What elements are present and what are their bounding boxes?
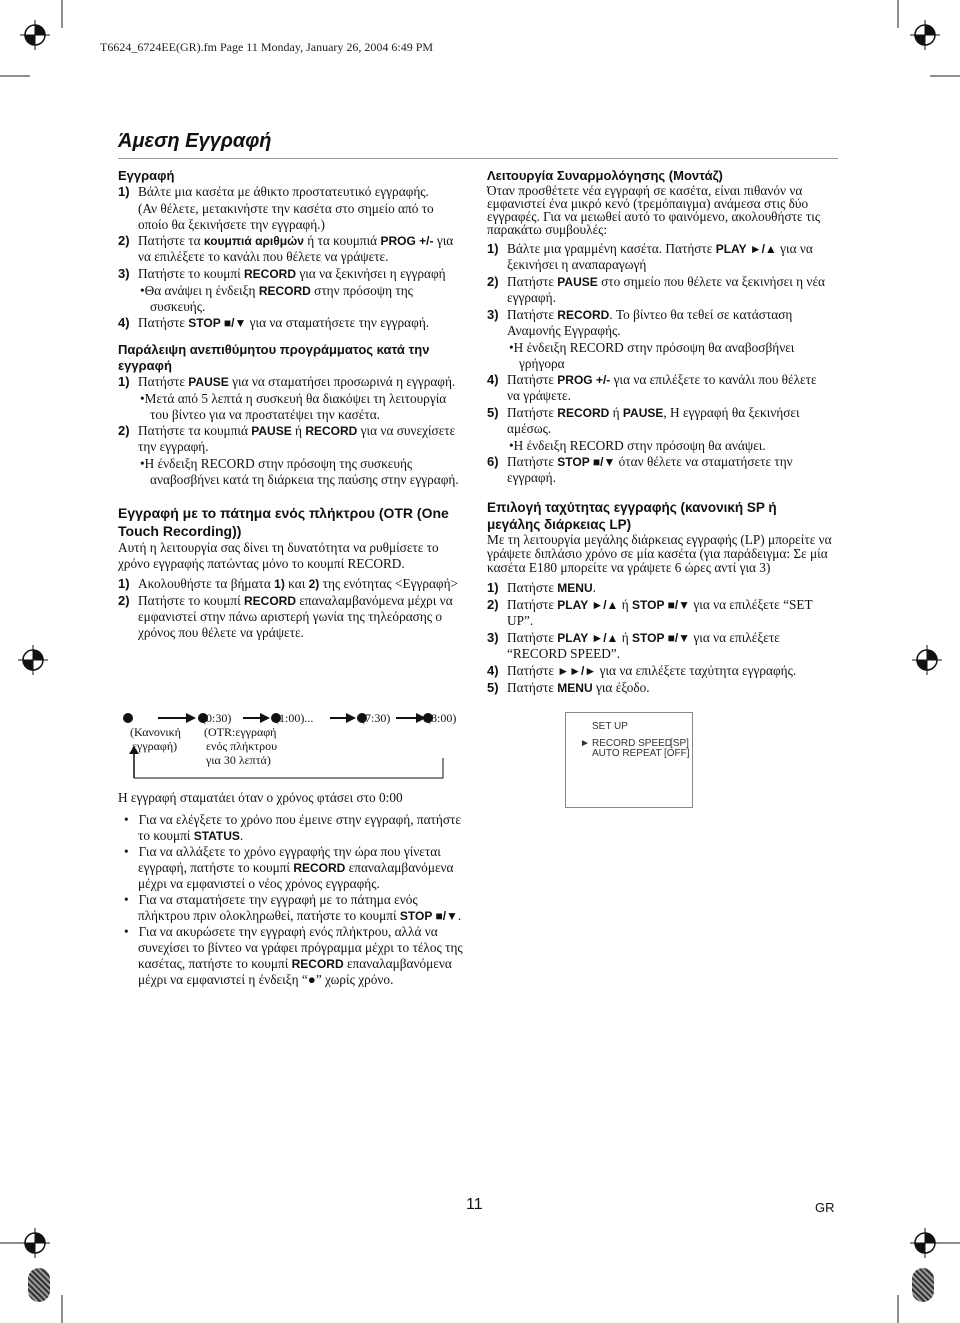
note-change-time: • Για να αλλάξετε το χρόνο εγγραφής την ώρα που γίνεται εγγραφή, πατήστε το κουμπί RECORD επαναλαμβανόμενα μέχρι να εμφανιστεί ο νέος χρόνος εγγραφής. bbox=[124, 844, 454, 891]
edit-intro: Όταν προσθέτετε νέα εγγραφή σε κασέτα, είναι πιθανόν να εμφανιστεί ένα μικρό κενό (τρεμόπαιγμα) ανάμεσα στις δύο εγγραφές. Για να μειωθεί αυτό το φαινόμενο, ακολουθήστε τις παρακάτω συμβουλές: bbox=[487, 183, 821, 237]
time-0-30: (0:30) bbox=[202, 711, 232, 725]
edit-step-5-bullet: •Η ένδειξη RECORD στην πρόσοψη θα ανάψει. bbox=[509, 438, 766, 453]
otr-label-1: (OTR:εγγραφή bbox=[204, 725, 277, 739]
step-4: 4) Πατήστε STOP ■/▼ για να σταματήσετε την εγγραφή. bbox=[118, 315, 430, 330]
title-rule bbox=[118, 158, 838, 159]
skip-bullet-2: •Η ένδειξη RECORD στην πρόσοψη της συσκευής αναβοσβήνει κατά τη διάρκεια της παύσης στην εγγραφή. bbox=[140, 456, 459, 487]
osd-cursor-icon: ► bbox=[580, 738, 590, 749]
skip-heading: Παράλειψη ανεπιθύμητου προγράμματος κατά την εγγραφή bbox=[118, 342, 430, 373]
crosshair-icon bbox=[20, 20, 50, 55]
skip-bullet-1: •Μετά από 5 λεπτά η συσκευή θα διακόψει τη λειτουργία του βίντεο για να προστατέψει την κασέτα. bbox=[140, 391, 447, 422]
crosshair-icon bbox=[20, 1228, 50, 1263]
note-cancel: • Για να ακυρώσετε την εγγραφή ενός πλήκτρου, αλλά να συνεχίσει το βίντεο να γράφει πρόγραμμα μέχρι το τέλος της κασέτας, πατήστε το κουμπί RECORD επαναλαμβανόμενα μέχρι να εμφανιστεί η ένδειξη “●” χωρίς χρόνο. bbox=[124, 924, 463, 987]
file-header: T6624_6724EE(GR).fm Page 11 Monday, January 26, 2004 6:49 PM bbox=[100, 40, 434, 54]
edit-step-5: 5) Πατήστε RECORD ή PAUSE, Η εγγραφή θα ξεκινήσει αμέσως. bbox=[487, 405, 800, 436]
time-1-00: (1:00)... bbox=[275, 711, 314, 725]
note-status: • Για να ελέγξετε το χρόνο που έμεινε στην εγγραφή, πατήστε το κουμπί STATUS. bbox=[124, 812, 461, 843]
right-column bbox=[487, 168, 832, 697]
step-3-bullet: •Θα ανάψει η ένδειξη RECORD στην πρόσοψη της συσκευής. bbox=[140, 283, 413, 314]
crosshair-icon bbox=[18, 645, 48, 680]
recording-heading: Εγγραφή bbox=[118, 168, 175, 183]
edit-step-4: 4) Πατήστε PROG +/- για να επιλέξετε το κανάλι που θέλετε να γράψετε. bbox=[487, 372, 817, 403]
otr-heading: Εγγραφή με το πάτημα ενός πλήκτρου (OTR (One Touch Recording)) bbox=[118, 505, 449, 539]
step-3: 3) Πατήστε το κουμπί RECORD για να ξεκινήσει η εγγραφή bbox=[118, 266, 446, 281]
otr-intro: Αυτή η λειτουργία σας δίνει τη δυνατότητα να ρυθμίσετε το χρόνο εγγραφής πατώντας μόνο το κουμπί RECORD. bbox=[118, 540, 439, 571]
language-code: GR bbox=[815, 1200, 835, 1215]
left-column bbox=[118, 168, 463, 642]
speed-step-1: 1) Πατήστε MENU. bbox=[487, 580, 596, 595]
color-bar-icon bbox=[912, 1268, 934, 1302]
crosshair-icon bbox=[910, 1228, 940, 1263]
otr-step-1: 1) Ακολουθήστε τα βήματα 1) και 2) της ενότητας <Εγγραφή> bbox=[118, 576, 459, 591]
skip-step-1: 1) Πατήστε PAUSE για να σταματήσει προσωρινά η εγγραφή. bbox=[118, 374, 456, 389]
time-7-30: (7:30) bbox=[361, 711, 391, 725]
speed-step-4: 4) Πατήστε ►►/► για να επιλέξετε ταχύτητα εγγραφής. bbox=[487, 663, 797, 678]
time-8-00: (8:00) bbox=[427, 711, 457, 725]
edit-step-3-bullet: •Η ένδειξη RECORD στην πρόσοψη θα αναβοσβήνει γρήγορα bbox=[509, 340, 795, 371]
osd-record-speed: RECORD SPEED bbox=[592, 738, 673, 749]
osd-setup-screen bbox=[565, 712, 693, 808]
normal-label-2: εγγραφή) bbox=[132, 739, 178, 753]
otr-notes bbox=[118, 790, 468, 988]
step-1: 1) Βάλτε μια κασέτα με άθικτο προστατευτικό εγγραφής. bbox=[118, 184, 429, 199]
step-1-note: (Αν θέλετε, μετακινήστε την κασέτα στο σημείο από το οποίο θα ξεκινήσετε την εγγραφή.) bbox=[138, 201, 434, 232]
otr-step-2: 2) Πατήστε το κουμπί RECORD επαναλαμβανόμενα μέχρι να εμφανιστεί στην πάνω αριστερή γωνία της τηλεόρασης ο χρόνος που θέλετε να γράψετε. bbox=[118, 593, 453, 640]
speed-intro: Με τη λειτουργία μεγάλης διάρκειας εγγραφής (LP) μπορείτε να γράψετε διπλάσιο χρόνο σε μία κασέτα (για παράδειγμα: Σε μία κασέτα E180 μπορείτε να γράψετε 6 ώρες αντί για 3) bbox=[487, 532, 832, 575]
note-stop: • Για να σταματήσετε την εγγραφή με το πάτημα ενός πλήκτρου πριν ολοκληρωθεί, πατήστε το κουμπί STOP ■/▼. bbox=[124, 892, 462, 923]
stop-note: Η εγγραφή σταματάει όταν ο χρόνος φτάσει στο 0:00 bbox=[118, 790, 403, 805]
step-2: 2) Πατήστε τα κουμπιά αριθμών ή τα κουμπιά PROG +/- για να επιλέξετε το κανάλι που θέλετε να γράψετε. bbox=[118, 233, 454, 264]
edit-heading: Λειτουργία Συναρμολόγησης (Μοντάζ) bbox=[487, 168, 723, 183]
otr-label-2: ενός πλήκτρου bbox=[206, 739, 278, 753]
speed-step-3: 3) Πατήστε PLAY ►/▲ ή STOP ■/▼ για να επιλέξετε “RECORD SPEED”. bbox=[487, 630, 780, 661]
edit-step-3: 3) Πατήστε RECORD. Το βίντεο θα τεθεί σε κατάσταση Αναμονής Εγγραφής. bbox=[487, 307, 793, 338]
page-title: Άμεση Εγγραφή bbox=[118, 130, 272, 152]
edit-step-6: 6) Πατήστε STOP ■/▼ όταν θέλετε να σταματήσετε την εγγραφή. bbox=[487, 454, 793, 485]
osd-auto-repeat: AUTO REPEAT bbox=[592, 748, 662, 759]
speed-step-2: 2) Πατήστε PLAY ►/▲ ή STOP ■/▼ για να επιλέξετε “SET UP”. bbox=[487, 597, 813, 628]
crosshair-icon bbox=[910, 20, 940, 55]
otr-label-3: για 30 λεπτά) bbox=[206, 753, 271, 767]
speed-step-5: 5) Πατήστε MENU για έξοδο. bbox=[487, 680, 650, 695]
normal-label-1: (Κανονική bbox=[130, 725, 181, 739]
crosshair-icon bbox=[912, 645, 942, 680]
edit-step-1: 1) Βάλτε μια γραμμένη κασέτα. Πατήστε PLAY ►/▲ για να ξεκινήσει η αναπαραγωγή bbox=[487, 241, 813, 272]
osd-title: SET UP bbox=[592, 721, 628, 732]
edit-step-2: 2) Πατήστε PAUSE στο σημείο που θέλετε να ξεκινήσει η νέα εγγραφή. bbox=[487, 274, 825, 305]
otr-timeline bbox=[118, 710, 468, 790]
osd-auto-repeat-value: [OFF] bbox=[664, 748, 690, 759]
page-number: 11 bbox=[466, 1196, 483, 1213]
speed-heading: Επιλογή ταχύτητας εγγραφής (κανονική SP ή μεγάλης διάρκειας LP) bbox=[487, 500, 777, 532]
skip-step-2: 2) Πατήστε τα κουμπιά PAUSE ή RECORD για να συνεχίσετε την εγγραφή. bbox=[118, 423, 456, 454]
osd-record-speed-value: [SP] bbox=[670, 738, 689, 749]
color-bar-icon bbox=[28, 1268, 50, 1302]
